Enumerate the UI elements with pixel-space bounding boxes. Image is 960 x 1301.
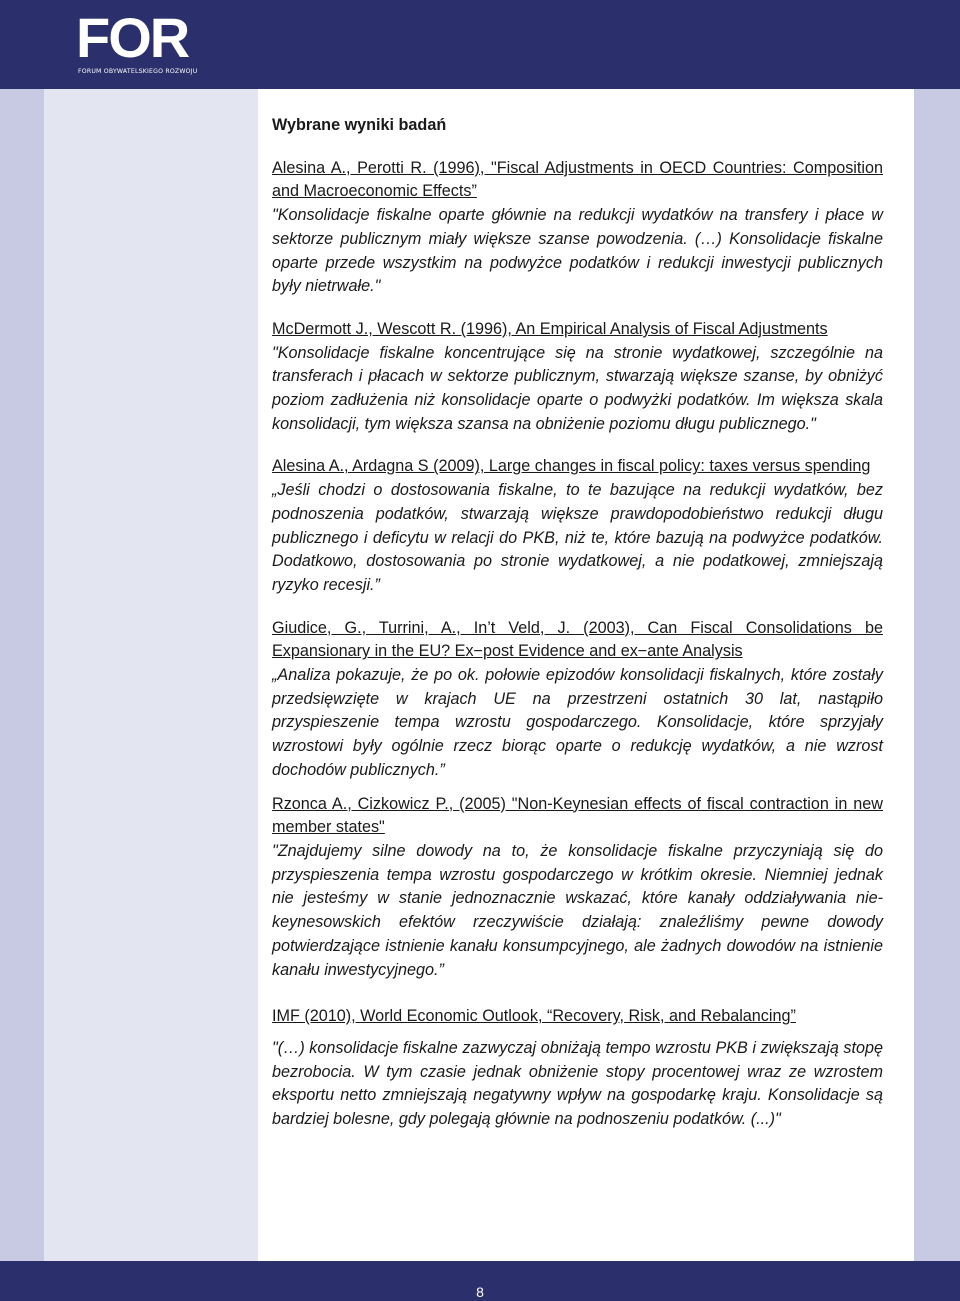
page-number: 8 bbox=[476, 1284, 484, 1300]
citation-quote: „Analiza pokazuje, że po ok. połowie epizodów konsolidacji fiskalnych, które zostały przedsięwzięte w krajach UE na przestrzeni ostatnich 30 lat, nastąpiło przyspieszenie tempa wzrostu gospodarczego. Konsolidacje, które sprzyjały wzrostowi były ogólnie rzecz biorąc oparte o redukcję wydatków, a nie wzrost dochodów publicznych.” bbox=[272, 666, 883, 779]
citation-entry bbox=[272, 793, 883, 983]
citation-reference: McDermott J., Wescott R. (1996), An Empirical Analysis of Fiscal Adjustments bbox=[272, 319, 828, 338]
citation-entry bbox=[272, 318, 883, 437]
citation-reference: Rzonca A., Cizkowicz P., (2005) "Non-Keynesian effects of fiscal contraction in new member states" bbox=[272, 794, 883, 837]
citation-reference: Alesina A., Perotti R. (1996), "Fiscal Adjustments in OECD Countries: Composition and Macroeconomic Effects” bbox=[272, 158, 883, 201]
citation-quote: "Konsolidacje fiskalne oparte głównie na redukcji wydatków na transfery i płace w sektorze publicznym miały większe szanse powodzenia. (…) Konsolidacje fiskalne oparte przede wszystkim na podwyżce podatków i redukcji inwestycji publicznych były nietrwałe." bbox=[272, 206, 883, 296]
header-bar bbox=[0, 0, 960, 89]
citation-entry bbox=[272, 1005, 883, 1132]
for-logo bbox=[76, 6, 216, 80]
left-sidebar-panel bbox=[44, 89, 258, 1261]
citation-quote: "Znajdujemy silne dowody na to, że konsolidacje fiskalne przyczyniają się do przyspieszenia tempa wzrostu gospodarczego w krótkim okresie. Niemniej jednak nie jesteśmy w stanie jednoznacznie wskazać, które kanały oddziaływania nie-keynesowskich efektów rzeczywiście działają: znaleźliśmy pewne dowody potwierdzające istnienie kanału konsumpcyjnego, ale żadnych dowodów na istnienie kanału inwestycyjnego.” bbox=[272, 841, 883, 979]
right-margin-strip bbox=[914, 89, 960, 1261]
document-body bbox=[272, 114, 883, 1151]
citation-reference: IMF (2010), World Economic Outlook, “Recovery, Risk, and Rebalancing” bbox=[272, 1007, 796, 1026]
logo-main-text: FOR bbox=[76, 6, 189, 69]
citation-entry bbox=[272, 617, 883, 783]
citation-entry bbox=[272, 455, 883, 597]
citation-quote: „Jeśli chodzi o dostosowania fiskalne, to te bazujące na redukcji wydatków, bez podnoszenia podatków, stwarzają większe prawdopodobieństwo redukcji długu publicznego i deficytu w relacji do PKB, niż te, które bazują na podwyżce podatków. Dodatkowo, dostosowania po stronie wydatkowej, a nie podatkowej, zmniejszają ryzyko recesji.” bbox=[272, 481, 883, 594]
section-heading: Wybrane wyniki badań bbox=[272, 116, 447, 134]
citation-reference: Giudice, G., Turrini, A., In’t Veld, J. (2003), Can Fiscal Consolidations be Expansionary in the EU? Ex−post Evidence and ex−ante Analysis bbox=[272, 618, 883, 661]
citation-quote: "(…) konsolidacje fiskalne zazwyczaj obniżają tempo wzrostu PKB i zwiększają stopę bezrobocia. W tym czasie jednak obniżenie stopy procentowej wraz ze wzrostem eksportu netto zmniejszają negatywny wpływ na gospodarkę kraju. Konsolidacje są bardziej bolesne, gdy polegają głównie na podnoszeniu podatków. (...)" bbox=[272, 1038, 883, 1129]
citation-entry bbox=[272, 157, 883, 299]
reference-spacer bbox=[272, 1029, 883, 1037]
citation-quote: "Konsolidacje fiskalne koncentrujące się na stronie wydatkowej, szczególnie na transferach i płacach w sektorze publicznym, stwarzają większe szanse, by obniżyć poziom zadłużenia niż konsolidacje oparte o podwyżki podatków. Im większa skala konsolidacji, tym większa szansa na obniżenie poziomu długu publicznego." bbox=[272, 343, 883, 433]
logo-subtitle: FORUM OBYWATELSKIEGO ROZWOJU bbox=[78, 68, 198, 75]
citation-reference: Alesina A., Ardagna S (2009), Large changes in fiscal policy: taxes versus spending bbox=[272, 457, 871, 476]
